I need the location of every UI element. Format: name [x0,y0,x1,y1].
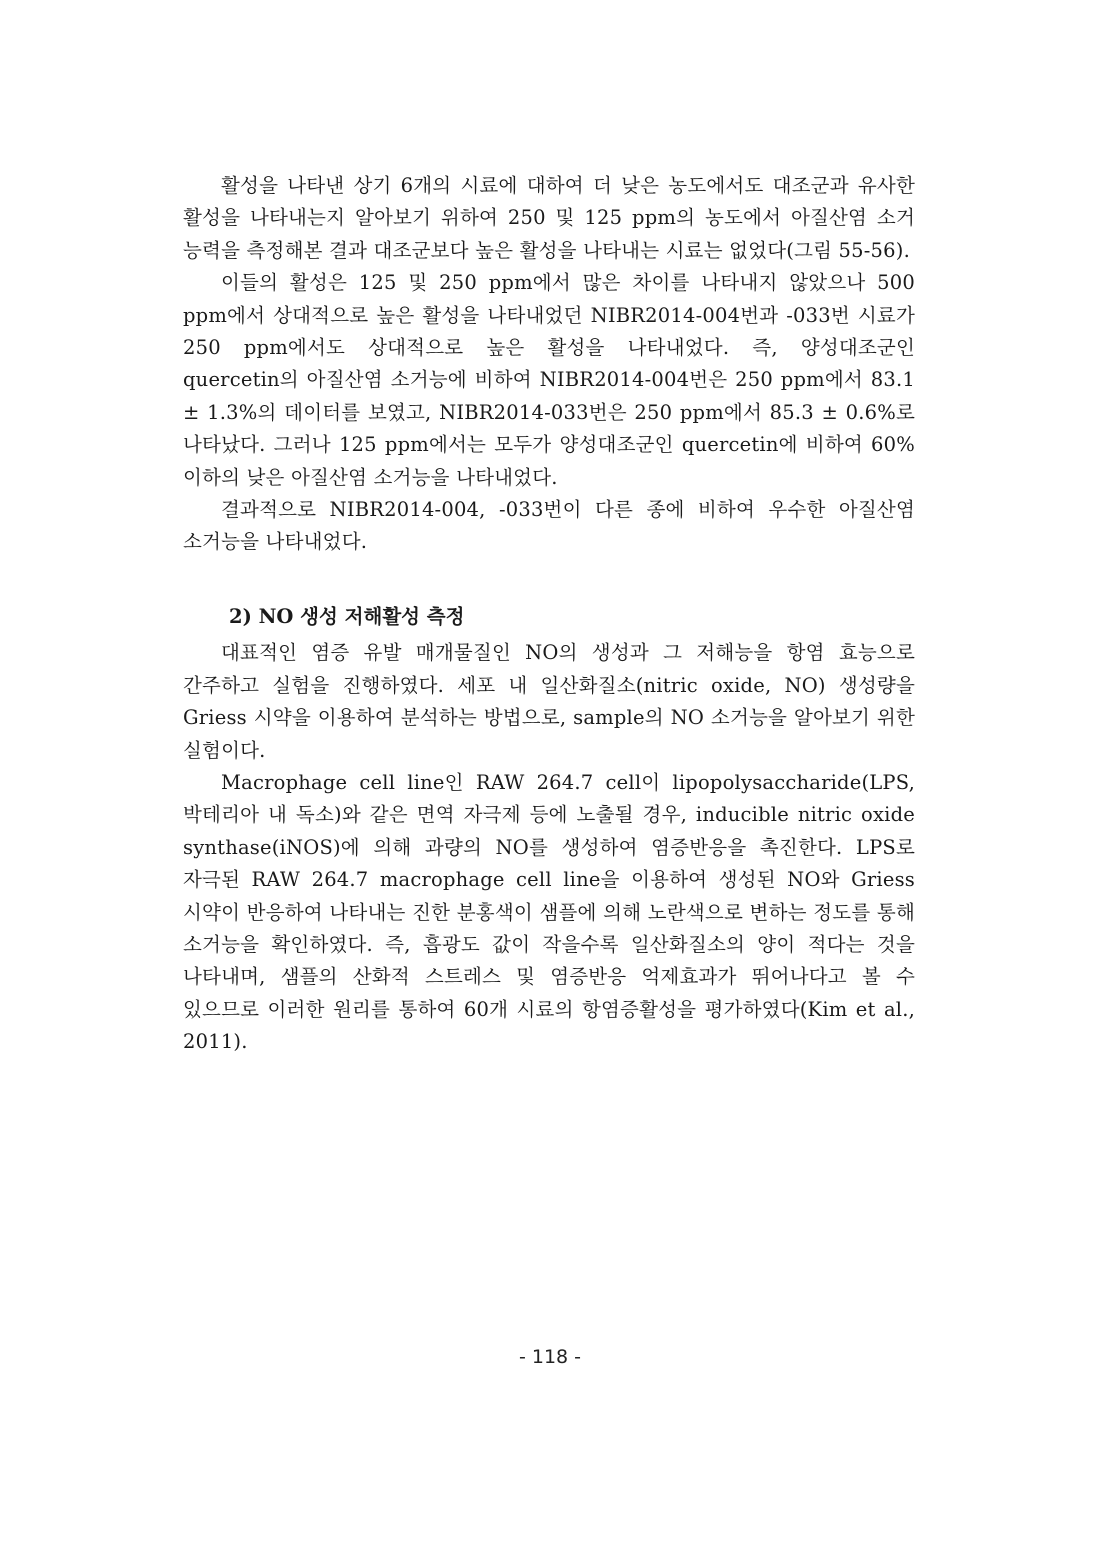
body-paragraph: 대표적인 염증 유발 매개물질인 NO의 생성과 그 저해능을 항염 효능으로 간주하고 실험을 진행하였다. 세포 내 일산화질소(nitric oxide, NO) 생성량을 Griess 시약을 이용하여 분석하는 방법으로, sample의 NO 소거능을 알아보기 위한 실험이다. [183,641,915,762]
body-paragraph: 활성을 나타낸 상기 6개의 시료에 대하여 더 낮은 농도에서도 대조군과 유사한 활성을 나타내는지 알아보기 위하여 250 및 125 ppm의 농도에서 아질산염 소거 능력을 측정해본 결과 대조군보다 높은 활성을 나타내는 시료는 없었다(그림 55-56). [183,174,915,262]
page-number: - 118 - [518,1346,582,1368]
body-paragraph: Macrophage cell line인 RAW 264.7 cell이 lipopolysaccharide(LPS, 박테리아 내 독소)와 같은 면역 자극제 등에 노출될 경우, inducible nitric oxide synthase(iNOS)에 의해 과량의 NO를 생성하여 염증반응을 촉진한다. LPS로 자극된 RAW 264.7 macrophage cell line을 이용하여 생성된 NO와 Griess 시약이 반응하여 나타내는 진한 분홍색이 샘플에 의해 노란색으로 변하는 정도를 통해 소거능을 확인하였다. 즉, 흡광도 값이 작을수록 일산화질소의 양이 적다는 것을 나타내며, 샘플의 산화적 스트레스 및 염증반응 억제효과가 뛰어나다고 볼 수 있으므로 이러한 원리를 통하여 60개 시료의 항염증활성을 평가하였다(Kim et al., 2011). [183,770,915,1054]
body-paragraph: 이들의 활성은 125 및 250 ppm에서 많은 차이를 나타내지 않았으나 500 ppm에서 상대적으로 높은 활성을 나타내었던 NIBR2014-004번과 -033번 시료가 250 ppm에서도 상대적으로 높은 활성을 나타내었다. 즉, 양성대조군인 quercetin의 아질산염 소거능에 비하여 NIBR2014-004번은 250 ppm에서 83.1 ± 1.3%의 데이터를 보였고, NIBR2014-033번은 250 ppm에서 85.3 ± 0.6%로 나타났다. 그러나 125 ppm에서는 모두가 양성대조군인 quercetin에 비하여 60%이하의 낮은 아질산염 소거능을 나타내었다. [183,271,915,489]
section-heading: 2) NO 생성 저해활성 측정 [229,604,465,628]
body-paragraph: 결과적으로 NIBR2014-004, -033번이 다른 종에 비하여 우수한 아질산염 소거능을 나타내었다. [183,498,915,554]
document-page [183,170,915,1059]
